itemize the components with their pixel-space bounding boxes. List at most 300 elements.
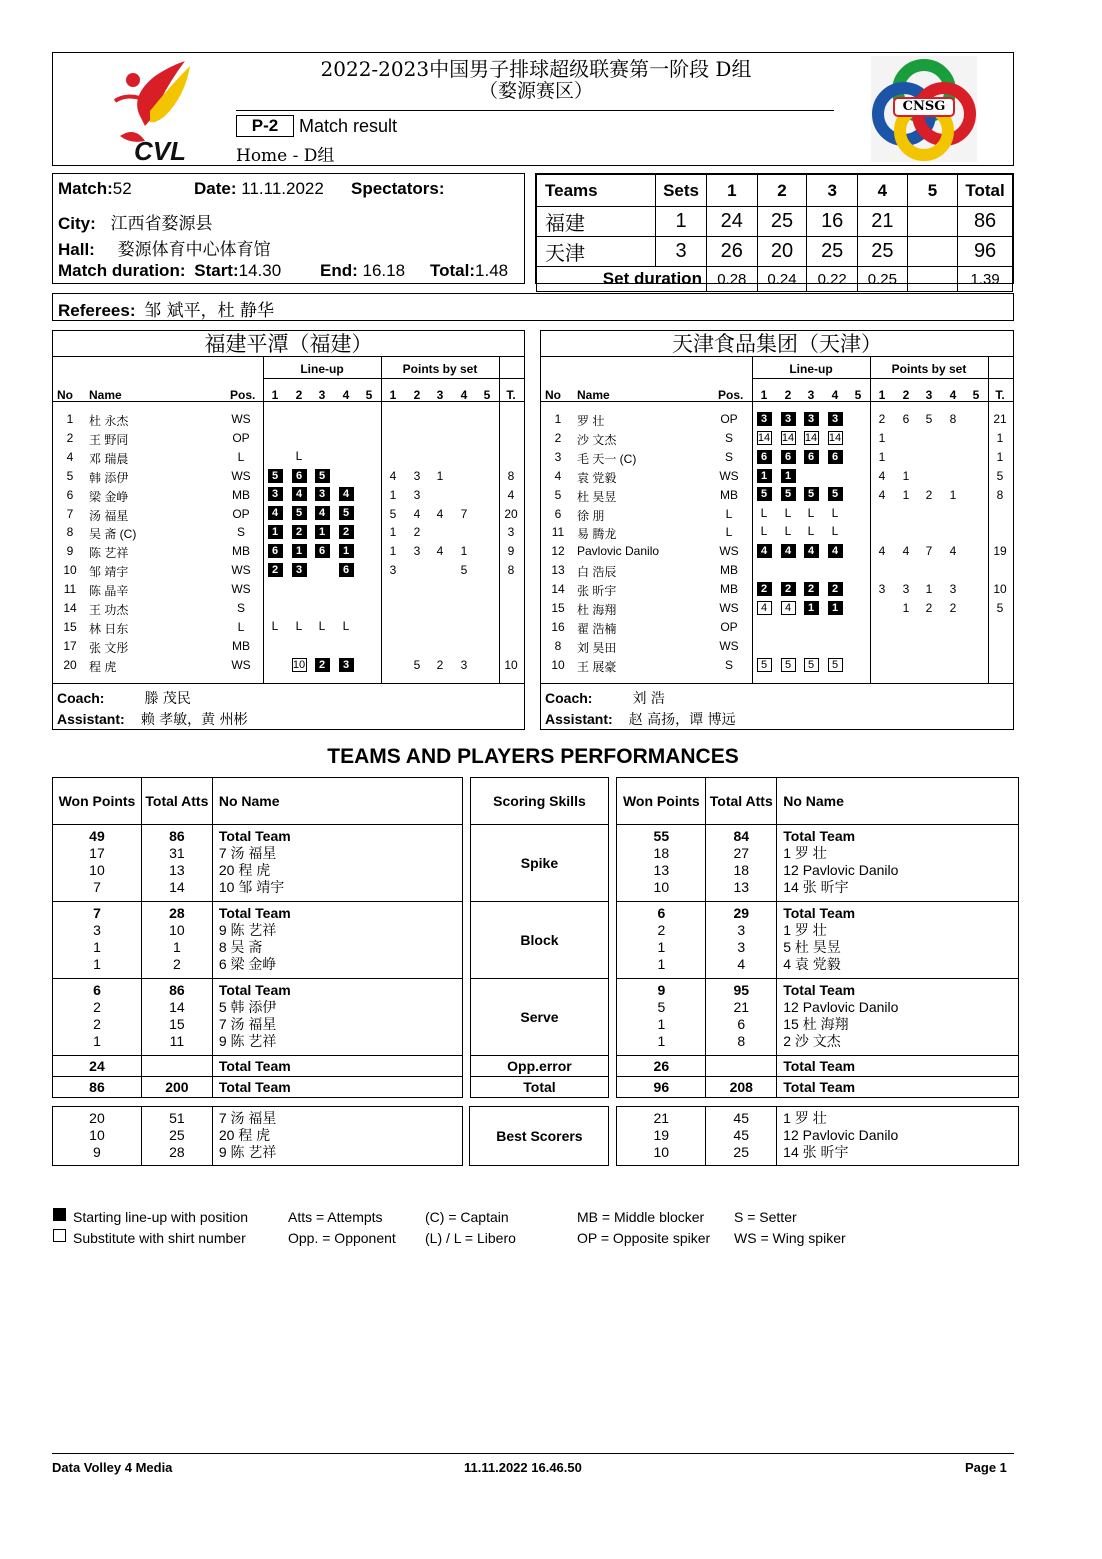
lineup-team-b xyxy=(540,330,1014,730)
col-set-header: 4 xyxy=(831,388,839,402)
col-name-header: Name xyxy=(577,388,610,402)
col-set-header: 3 xyxy=(925,388,933,402)
total-atts xyxy=(706,825,777,902)
lineup-cell xyxy=(778,581,798,596)
total-time: 1.48 xyxy=(475,261,509,280)
doc-code: P-2 xyxy=(236,115,294,137)
player-total-points: 8 xyxy=(507,468,515,483)
spectators-label: Spectators: xyxy=(351,179,445,198)
starting-position-box: 4 xyxy=(757,544,772,558)
player-number: 8 xyxy=(66,525,74,540)
legend-col-1 xyxy=(73,1207,248,1249)
score-cell: 16 xyxy=(807,207,858,237)
perf-header-row xyxy=(53,778,1019,825)
legend-item: Starting line-up with position xyxy=(73,1209,249,1225)
player-list xyxy=(777,979,1019,1056)
set-points: 1 xyxy=(389,544,397,559)
player-total-points: 19 xyxy=(993,544,1007,559)
cnsg-logo xyxy=(871,56,977,162)
player-name: 罗 壮 xyxy=(577,414,605,428)
lineup-header: Line-up xyxy=(300,362,344,376)
score-cell: 20 xyxy=(757,237,807,267)
total-atts xyxy=(141,902,212,979)
set-points: 4 xyxy=(436,544,444,559)
player-name: 杜 永杰 xyxy=(89,414,129,428)
won-points-line: 1 xyxy=(657,1016,666,1032)
lineup-cell: L xyxy=(784,524,792,539)
set-points: 3 xyxy=(460,657,468,672)
player-name: 梁 金峥 xyxy=(89,489,129,504)
team-name-title: 福建平潭（福建） xyxy=(53,331,524,357)
total-atts-line: 3 xyxy=(737,922,746,938)
lineup-cell xyxy=(801,487,821,502)
player-total-points: 5 xyxy=(996,601,1004,615)
skill-row xyxy=(53,979,1019,1056)
lineup-cell xyxy=(801,657,821,672)
set-points: 3 xyxy=(878,582,886,597)
col-set-header: 1 xyxy=(878,388,886,402)
set-points: 4 xyxy=(878,544,886,559)
won-points xyxy=(53,1107,142,1166)
won-points-line: 1 xyxy=(93,956,101,972)
set-points: 4 xyxy=(878,468,886,483)
set-points: 2 xyxy=(925,487,933,502)
col-set-header: 5 xyxy=(483,388,491,402)
score-cell: 24 xyxy=(706,207,757,237)
lineup-cell xyxy=(289,487,309,502)
lineup-cell xyxy=(825,411,845,426)
score-cell: 26 xyxy=(706,237,757,267)
won-points-line: 9 xyxy=(93,1144,101,1160)
col-set-header: 4 xyxy=(949,388,957,402)
team-name-title: 天津食品集团（天津） xyxy=(541,331,1013,357)
lineup-cell: L xyxy=(295,618,303,633)
doc-type: Match result xyxy=(299,116,398,136)
player-number: 14 xyxy=(63,601,77,615)
player-list xyxy=(777,902,1019,979)
total-atts-line: 21 xyxy=(733,999,750,1015)
team-label: Total Team xyxy=(212,1077,462,1098)
footer-rule xyxy=(52,1453,1014,1454)
starting-position-box: 2 xyxy=(339,525,354,539)
score-header-cell: 1 xyxy=(706,175,757,207)
player-total-points: 8 xyxy=(996,487,1004,502)
set-points: 4 xyxy=(902,544,910,559)
player-name: 白 浩辰 xyxy=(577,565,617,580)
match-number: 52 xyxy=(112,179,132,198)
score-cell: 3 xyxy=(656,237,707,267)
lineup-cell xyxy=(289,657,309,672)
total-atts-line: 8 xyxy=(737,1033,746,1049)
player-list-line: 1 罗 壮 xyxy=(783,1110,827,1126)
won-points xyxy=(617,979,706,1056)
column-divider xyxy=(870,357,871,683)
score-row-a xyxy=(537,207,1013,237)
total-atts-line: 25 xyxy=(169,1127,185,1143)
team-label: Total Team xyxy=(212,1056,462,1077)
player-number: 15 xyxy=(551,601,565,615)
player-total-points: 1 xyxy=(996,449,1004,464)
lineup-cell xyxy=(801,600,821,615)
coach-row xyxy=(57,688,191,708)
player-number: 7 xyxy=(66,506,74,521)
total-atts-line: 13 xyxy=(733,879,750,895)
total-row xyxy=(430,261,508,281)
won-points xyxy=(53,825,142,902)
gap-cell xyxy=(609,1107,617,1166)
player-name: 林 日东 xyxy=(89,621,129,636)
set-points: 4 xyxy=(389,468,397,483)
substitute-number-box: 14 xyxy=(804,431,818,444)
player-list-line: 1 罗 壮 xyxy=(783,845,827,861)
player-position: WS xyxy=(719,601,739,615)
legend-sub-icon xyxy=(53,1229,66,1242)
player-number: 15 xyxy=(63,619,77,634)
player-list-line: 4 袁 党毅 xyxy=(783,956,841,972)
starting-position-box: 1 xyxy=(339,544,354,558)
set-points: 1 xyxy=(902,468,910,483)
starting-position-box: 6 xyxy=(828,450,843,464)
won-points: 86 xyxy=(53,1077,142,1098)
won-points-line: 21 xyxy=(653,1110,670,1126)
total-label: Total: xyxy=(430,261,476,280)
player-list-line: 12 Pavlovic Danilo xyxy=(783,999,899,1015)
player-position: L xyxy=(725,506,733,521)
starting-position-box: 2 xyxy=(828,582,843,596)
player-position: OP xyxy=(232,506,250,521)
total-atts xyxy=(706,1107,777,1166)
player-number: 2 xyxy=(554,430,562,445)
set-points: 3 xyxy=(413,544,421,559)
lineup-cell xyxy=(754,543,774,558)
col-set-header: 5 xyxy=(365,388,373,402)
set-points: 3 xyxy=(413,487,421,502)
points-header: Points by set xyxy=(402,362,478,376)
player-position: L xyxy=(237,619,245,634)
starting-position-box: 3 xyxy=(781,412,796,426)
total-atts-header: Total Atts xyxy=(706,778,777,825)
score-cell: 25 xyxy=(858,237,908,267)
lineup-cell xyxy=(825,543,845,558)
substitute-number-box: 14 xyxy=(757,431,771,444)
player-position: OP xyxy=(720,619,738,634)
legend-start-icon xyxy=(53,1208,66,1221)
player-list-line: 5 韩 添伊 xyxy=(218,999,277,1015)
total-atts-header: Total Atts xyxy=(141,778,212,825)
set-points: 1 xyxy=(925,582,933,597)
player-position: WS xyxy=(719,468,739,483)
player-name: 沙 文杰 xyxy=(577,432,617,447)
lineup-cell xyxy=(289,468,309,483)
points-header: Points by set xyxy=(891,362,967,376)
city-value: 江西省婺源县 xyxy=(110,214,213,234)
lineup-cell xyxy=(825,430,845,445)
player-list-line: Total Team xyxy=(783,828,856,844)
player-position: L xyxy=(725,525,733,540)
set-points: 5 xyxy=(460,563,468,578)
player-list-line: 10 邹 靖宇 xyxy=(218,879,285,895)
won-points-line: 1 xyxy=(93,1033,101,1049)
gap-cell xyxy=(462,825,470,902)
lineup-cell xyxy=(778,411,798,426)
legend-item: Opp. = Opponent xyxy=(288,1230,396,1246)
substitute-number-box: 5 xyxy=(781,658,796,672)
set-duration-cell: 1.39 xyxy=(958,267,1013,292)
won-points-line: 49 xyxy=(89,828,105,844)
starting-position-box: 6 xyxy=(804,450,819,464)
player-name: 王 野同 xyxy=(89,432,129,447)
legend-col-3 xyxy=(425,1207,516,1249)
player-number: 13 xyxy=(551,563,565,578)
row-divider xyxy=(53,401,524,402)
opp-row xyxy=(53,1056,1019,1077)
won-points-line: 6 xyxy=(93,982,101,998)
player-name: 程 虎 xyxy=(89,659,117,674)
start-time: 14.30 xyxy=(238,261,282,280)
player-name: 易 腾龙 xyxy=(577,527,617,542)
score-cell: 1 xyxy=(656,207,707,237)
starting-position-box: 4 xyxy=(268,506,283,520)
starting-position-box: 3 xyxy=(804,412,819,426)
player-list-line: 7 汤 福星 xyxy=(218,1110,277,1126)
won-points-line: 20 xyxy=(89,1110,105,1126)
substitute-number-box: 5 xyxy=(828,658,843,672)
score-cell: 21 xyxy=(858,207,908,237)
won-points-line: 18 xyxy=(653,845,670,861)
lineup-cell xyxy=(778,468,798,483)
legend-col-2 xyxy=(288,1207,396,1249)
starting-position-box: 4 xyxy=(828,544,843,558)
assistant-row xyxy=(545,709,736,729)
row-divider xyxy=(752,378,1013,379)
player-list-line: Total Team xyxy=(783,905,856,921)
substitute-number-box: 14 xyxy=(781,431,795,444)
skill-name: Serve xyxy=(470,979,609,1056)
col-pos-header: Pos. xyxy=(230,388,256,402)
set-duration-cell: 0.25 xyxy=(858,267,908,292)
lineup-cell xyxy=(336,506,356,521)
lineup-cell: L xyxy=(271,618,279,633)
starting-position-box: 5 xyxy=(268,469,283,483)
won-points-line: 19 xyxy=(653,1127,670,1143)
gap-cell xyxy=(462,1056,470,1077)
player-list-line: 5 杜 昊昱 xyxy=(783,939,841,955)
starting-position-box: 1 xyxy=(781,469,796,483)
total-atts-line: 18 xyxy=(733,862,750,878)
player-position: OP xyxy=(720,412,738,426)
set-points: 1 xyxy=(902,487,910,502)
col-set-header: 1 xyxy=(760,388,768,402)
lineup-cell xyxy=(754,487,774,502)
total-atts-line: 86 xyxy=(169,982,185,998)
lineup-cell xyxy=(778,543,798,558)
end-row xyxy=(320,261,405,281)
won-points-line: 9 xyxy=(657,982,666,998)
player-list-line: 15 杜 海翔 xyxy=(783,1016,849,1032)
set-points: 2 xyxy=(878,412,886,426)
set-points: 3 xyxy=(389,563,397,578)
player-position: WS xyxy=(231,657,251,672)
player-name: 陈 艺祥 xyxy=(89,546,129,561)
player-name: 袁 党毅 xyxy=(577,470,617,485)
player-list-line: Total Team xyxy=(783,982,856,998)
total-atts-line: 45 xyxy=(733,1110,749,1126)
lineup-cell: L xyxy=(295,448,303,463)
set-points: 1 xyxy=(949,487,957,502)
player-position: MB xyxy=(720,582,738,597)
set-duration-cell xyxy=(907,267,957,292)
set-points: 1 xyxy=(460,544,468,559)
legend-col-4 xyxy=(577,1207,710,1249)
column-divider xyxy=(263,357,264,683)
set-points: 7 xyxy=(460,506,468,521)
player-list-line: 14 张 昕宇 xyxy=(783,879,849,895)
lineup-cell xyxy=(801,411,821,426)
row-divider xyxy=(53,683,524,684)
player-list xyxy=(212,825,462,902)
score-cell xyxy=(907,207,957,237)
starting-position-box: 3 xyxy=(292,563,307,577)
date-row xyxy=(194,179,324,199)
lineup-cell xyxy=(754,449,774,464)
lineup-cell xyxy=(312,657,332,672)
player-list xyxy=(777,1107,1019,1166)
lineup-cell xyxy=(825,487,845,502)
referees-row xyxy=(58,296,274,321)
doc-title: 2022-2023中国男子排球超级联赛第一阶段 D组 xyxy=(320,57,752,81)
lineup-cell: L xyxy=(760,505,768,520)
starting-position-box: 1 xyxy=(757,469,772,483)
legend-item: MB = Middle blocker xyxy=(577,1209,705,1225)
perf-grid xyxy=(52,777,1019,1098)
team-name-cell: 天津 xyxy=(537,237,656,267)
gap-cell xyxy=(462,1077,470,1098)
player-number: 10 xyxy=(551,657,565,672)
total-atts-line: 45 xyxy=(733,1127,749,1143)
performance-title: TEAMS AND PLAYERS PERFORMANCES xyxy=(327,745,739,768)
legend-item: OP = Opposite spiker xyxy=(577,1230,711,1246)
col-set-header: 4 xyxy=(460,388,468,402)
starting-position-box: 4 xyxy=(339,487,354,501)
player-number: 6 xyxy=(66,487,74,502)
substitute-number-box: 10 xyxy=(292,658,306,671)
total-atts-line: 28 xyxy=(169,1144,185,1160)
player-list-line: 7 汤 福星 xyxy=(218,1016,277,1032)
player-number: 5 xyxy=(554,487,562,502)
lineup-cell xyxy=(336,657,356,672)
lineup-cell xyxy=(312,524,332,539)
lineup-cell: L xyxy=(831,524,839,539)
won-points-line: 1 xyxy=(657,1033,666,1049)
won-points-header: Won Points xyxy=(617,778,706,825)
set-points: 2 xyxy=(925,601,933,615)
lineup-cell xyxy=(778,449,798,464)
lineup-cell xyxy=(289,562,309,577)
city-row xyxy=(58,209,213,234)
starting-position-box: 3 xyxy=(757,412,772,426)
set-points: 4 xyxy=(436,506,444,521)
starting-position-box: 6 xyxy=(268,544,283,558)
set-duration-cell: 0.28 xyxy=(706,267,757,292)
starting-position-box: 5 xyxy=(757,487,772,501)
player-position: S xyxy=(236,525,245,540)
lineup-cell xyxy=(801,430,821,445)
lineup-cell: L xyxy=(807,505,815,520)
player-position: L xyxy=(237,449,245,464)
set-points: 3 xyxy=(949,582,957,597)
lineup-cell xyxy=(265,506,285,521)
set-points: 5 xyxy=(389,506,397,521)
player-list-line: 2 沙 文杰 xyxy=(783,1033,841,1049)
gap-cell xyxy=(609,778,617,825)
starting-position-box: 4 xyxy=(315,506,330,520)
total-atts-line: 10 xyxy=(169,922,185,938)
coach-label: Coach: xyxy=(545,690,593,706)
lineup-cell xyxy=(265,487,285,502)
starting-position-box: 2 xyxy=(268,563,283,577)
won-points xyxy=(617,1107,706,1166)
player-number: 20 xyxy=(63,657,77,672)
player-number: 4 xyxy=(554,468,562,483)
substitute-number-box: 5 xyxy=(757,658,772,672)
total-atts-line: 4 xyxy=(737,956,746,972)
lineup-cell xyxy=(336,543,356,558)
set-points: 3 xyxy=(413,468,421,483)
lineup-header: Line-up xyxy=(789,362,833,376)
legend-col-5 xyxy=(734,1207,846,1249)
starting-position-box: 5 xyxy=(781,487,796,501)
set-points: 1 xyxy=(878,430,886,445)
total-atts-line: 28 xyxy=(169,905,185,921)
col-set-header: 1 xyxy=(271,388,279,402)
gap-cell xyxy=(462,902,470,979)
player-number: 9 xyxy=(66,544,74,559)
player-position: MB xyxy=(232,544,250,559)
set-points: 2 xyxy=(413,525,421,540)
col-set-header: 1 xyxy=(389,388,397,402)
won-points-line: 10 xyxy=(89,862,105,878)
player-number: 2 xyxy=(66,430,74,445)
total-atts-line: 15 xyxy=(169,1016,185,1032)
set-points: 4 xyxy=(949,544,957,559)
lineup-cell: L xyxy=(342,618,350,633)
score-header-row xyxy=(537,175,1013,207)
player-name: 杜 海翔 xyxy=(577,603,617,617)
won-points-header: Won Points xyxy=(53,778,142,825)
referees-label: Referees: xyxy=(58,301,136,320)
player-number: 8 xyxy=(554,638,562,653)
score-cell: 25 xyxy=(757,207,807,237)
lineup-cell xyxy=(312,543,332,558)
starting-position-box: 1 xyxy=(828,601,843,615)
row-divider xyxy=(541,401,1013,402)
lineup-cell xyxy=(289,506,309,521)
total-row xyxy=(53,1077,1019,1098)
player-name: 陈 晶辛 xyxy=(89,584,129,599)
player-number: 12 xyxy=(551,544,565,559)
set-duration-row xyxy=(537,267,1013,292)
lineup-cell xyxy=(825,600,845,615)
player-number: 11 xyxy=(63,582,77,597)
gap-cell xyxy=(609,902,617,979)
total-atts-line: 31 xyxy=(169,845,185,861)
substitute-number-box: 5 xyxy=(804,658,819,672)
player-list xyxy=(212,1107,462,1166)
score-header-cell: Sets xyxy=(656,175,707,207)
starting-position-box: 1 xyxy=(292,544,307,558)
score-cell xyxy=(907,237,957,267)
match-label: Match: xyxy=(58,179,113,198)
